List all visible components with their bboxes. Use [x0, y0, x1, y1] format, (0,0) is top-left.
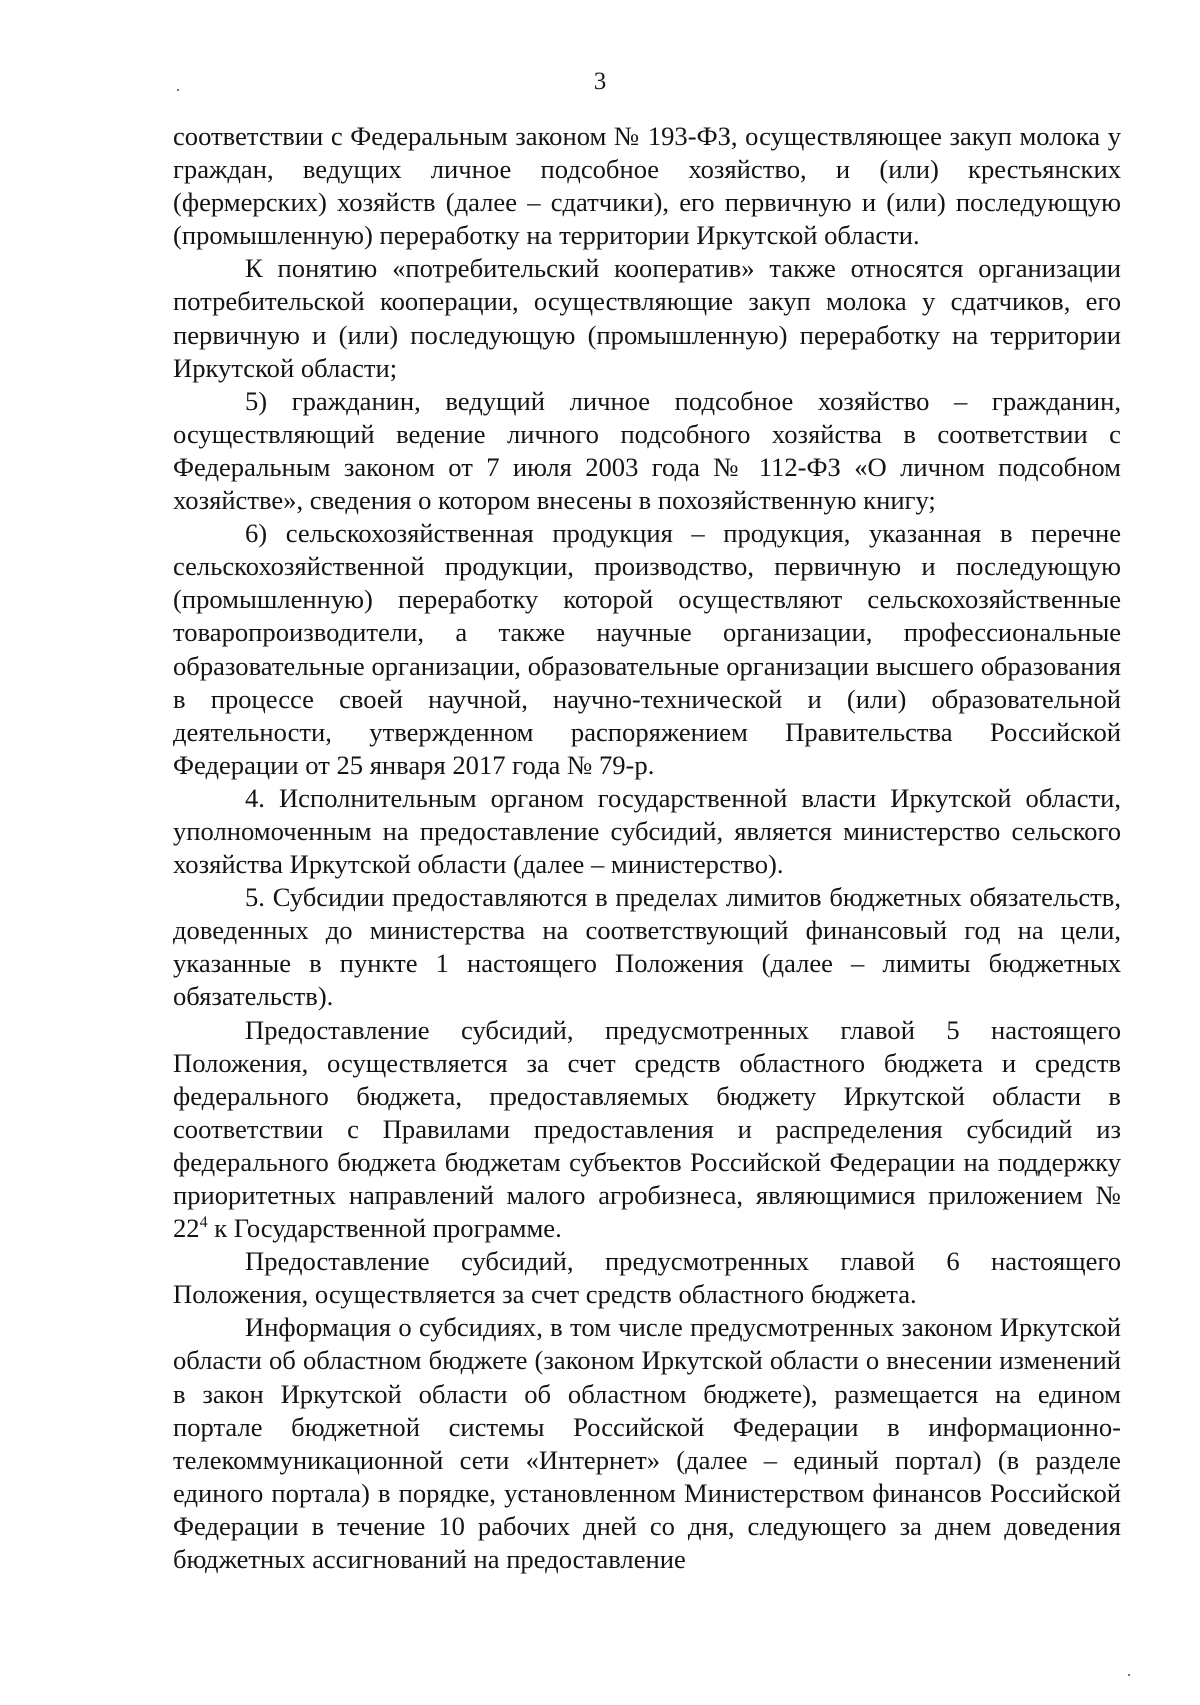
- scan-speck: [1128, 1674, 1130, 1676]
- paragraph-7: [173, 1014, 1121, 1246]
- paragraph-2: К понятию «потребительский кооператив» также относятся организации потребительской кооперации, осуществляющие закуп молока у сдатчиков, его первичную и (или) последующую (промышленную) переработку на территории Иркутской области;: [173, 253, 1121, 383]
- paragraph-7-text: Предоставление субсидий, предусмотренных главой 5 настоящего Положения, осуществляется за счет средств областного бюджета и средств федерального бюджета, предоставляемых бюджету Иркутской области в соответствии с Правилами предоставления и распределения субсидий из федерального бюджета бюджетам субъектов Российской Федерации на поддержку приоритетных направлений малого агробизнеса, являющимися приложением № 22: [173, 1014, 1121, 1244]
- paragraph-4: 6) сельскохозяйственная продукция – продукция, указанная в перечне сельскохозяйственной продукции, производство, первичную и последующую (промышленную) переработку которой осуществляют сельскохозяйственные товаропроизводители, а также научные организации, профессиональные образовательные организации, образовательные организации высшего образования в процессе своей научной, научно-технической и (или) образовательной деятельности, утвержденном распоряжением Правительства Российской Федерации от 25 января 2017 года № 79-р.: [173, 518, 1121, 780]
- paragraph-6: 5. Субсидии предоставляются в пределах лимитов бюджетных обязательств, доведенных до министерства на соответствующий финансовый год на цели, указанные в пункте 1 настоящего Положения (далее – лимиты бюджетных обязательств).: [173, 882, 1121, 1012]
- document-body: [173, 120, 1121, 1576]
- paragraph-8: Предоставление субсидий, предусмотренных главой 6 настоящего Положения, осуществляется за счет средств областного бюджета.: [173, 1246, 1121, 1310]
- paragraph-3: 5) гражданин, ведущий личное подсобное хозяйство – гражданин, осуществляющий ведение личного подсобного хозяйства в соответствии с Федеральным законом от 7 июля 2003 года № 112-ФЗ «О личном подсобном хозяйстве», сведения о котором внесены в похозяйственную книгу;: [173, 385, 1121, 516]
- paragraph-1: соответствии с Федеральным законом № 193-ФЗ, осуществляющее закуп молока у граждан, ведущих личное подсобное хозяйство, и (или) крестьянских (фермерских) хозяйств (далее – сдатчики), его первичную и (или) последующую (промышленную) переработку на территории Иркутской области.: [173, 121, 1121, 251]
- paragraph-7-tail: к Государственной программе.: [207, 1213, 562, 1244]
- paragraph-5: 4. Исполнительным органом государственной власти Иркутской области, уполномоченным на предоставление субсидий, является министерство сельского хозяйства Иркутской области (далее – министерство).: [173, 782, 1121, 880]
- page-number: 3: [593, 68, 607, 95]
- superscript-4: 4: [199, 1214, 208, 1232]
- paragraph-9: Информация о субсидиях, в том числе предусмотренных законом Иркутской области об областном бюджете (законом Иркутской области о внесении изменений в закон Иркутской области об областном бюджете), размещается на едином портале бюджетной системы Российской Федерации в информационно-телекоммуникационной сети «Интернет» (далее – единый портал) (в разделе единого портала) в порядке, установленном Министерством финансов Российской Федерации в течение 10 рабочих дней со дня, следующего за днем доведения бюджетных ассигнований на предоставление: [173, 1312, 1121, 1575]
